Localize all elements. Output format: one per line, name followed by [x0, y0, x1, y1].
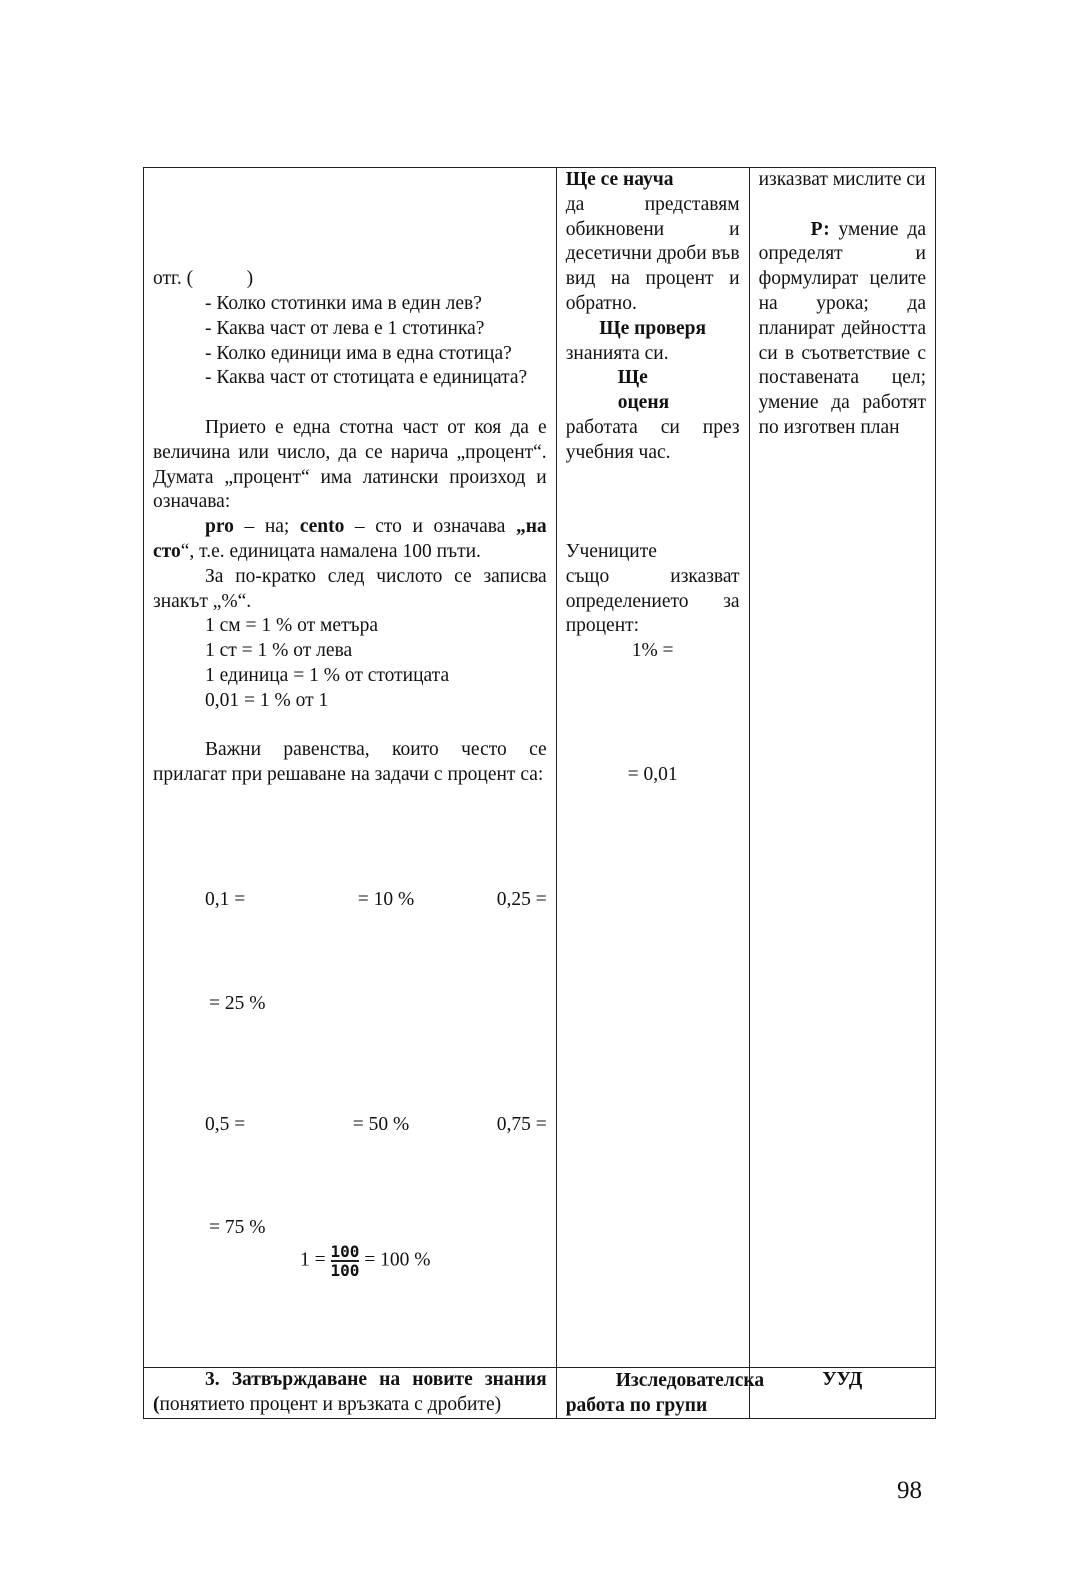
pro-cento-explanation: pro – на; cento – сто и означава „на сто“, т.е. единицата намалена 100 пъти. [153, 516, 547, 562]
assess-objective: Ще оценя работата си през учебния час. [565, 367, 740, 463]
equality-row-2: = 25 % [209, 992, 266, 1014]
table-row [144, 1368, 936, 1419]
students-definition: Учениците също изказват определението за процент: [565, 540, 740, 637]
fraction-100-over-100: $\frac{100}{100}$ [330, 1242, 360, 1281]
equality-2: 1 ст = 1 % от лева [205, 640, 353, 662]
equality-row-5: 1 = $\frac{100}{100}$ = 100 % [300, 1242, 431, 1281]
question-3: - Колко единици има в една стотица? [205, 342, 512, 364]
equality-1: 1 см = 1 % от метъра [205, 615, 379, 637]
percent-sign-note: За по-кратко след числото се записва знакът „%“. [153, 565, 547, 612]
lesson-table [143, 167, 936, 1419]
question-4: - Каква част от стотицата е единицата? [205, 367, 528, 389]
content-column [144, 168, 557, 1368]
learn-objective: Ще се науча да представям обикновени и десетични дроби във вид на процент и обратно. [565, 169, 740, 314]
skills-column [749, 168, 935, 1368]
percent-equals: 1% = [631, 640, 674, 662]
equality-4: 0,01 = 1 % от 1 [205, 689, 329, 711]
page-number: 98 [897, 1477, 922, 1504]
question-1: - Колко стотинки има в един лев? [205, 292, 482, 314]
objectives-column [556, 168, 749, 1368]
consolidation-stage: 3. Затвърждаване на новите знания (понятието процент и връзката с дробите) [144, 1368, 557, 1419]
equals-0-01: = 0,01 [627, 764, 678, 786]
question-2: - Каква част от лева е 1 стотинка? [205, 317, 485, 339]
percent-definition: Прието е една стотна част от коя да е величина или число, да се нарича „процент“. Думата „процент“ има латински произход и означава: [153, 416, 547, 513]
equality-row-3: 0,5 = = 50 % 0,75 = [205, 1113, 547, 1135]
equality-row-1: 0,1 = = 10 % 0,25 = [205, 888, 547, 910]
regulatory-skills: Р: умение да определят и формулират целите на урока; да планират дейността си в съответствие с поставената цел; умение да работят по изготвен план [758, 218, 926, 438]
equality-3: 1 единица = 1 % от стотицата [205, 664, 450, 686]
answer-line: отг. ( ) [153, 268, 254, 290]
uud-label: УУД [749, 1368, 935, 1419]
table-row [144, 168, 936, 1368]
important-equalities-intro: Важни равенства, които често се прилагат при решаване на задачи с процент са: [153, 739, 547, 786]
equality-row-4: = 75 % [209, 1217, 266, 1239]
research-work: Изследователска работа по групи [556, 1368, 749, 1419]
check-objective: Ще проверя знанията си. [565, 317, 707, 364]
express-thoughts: изказват мислите си [758, 169, 926, 190]
